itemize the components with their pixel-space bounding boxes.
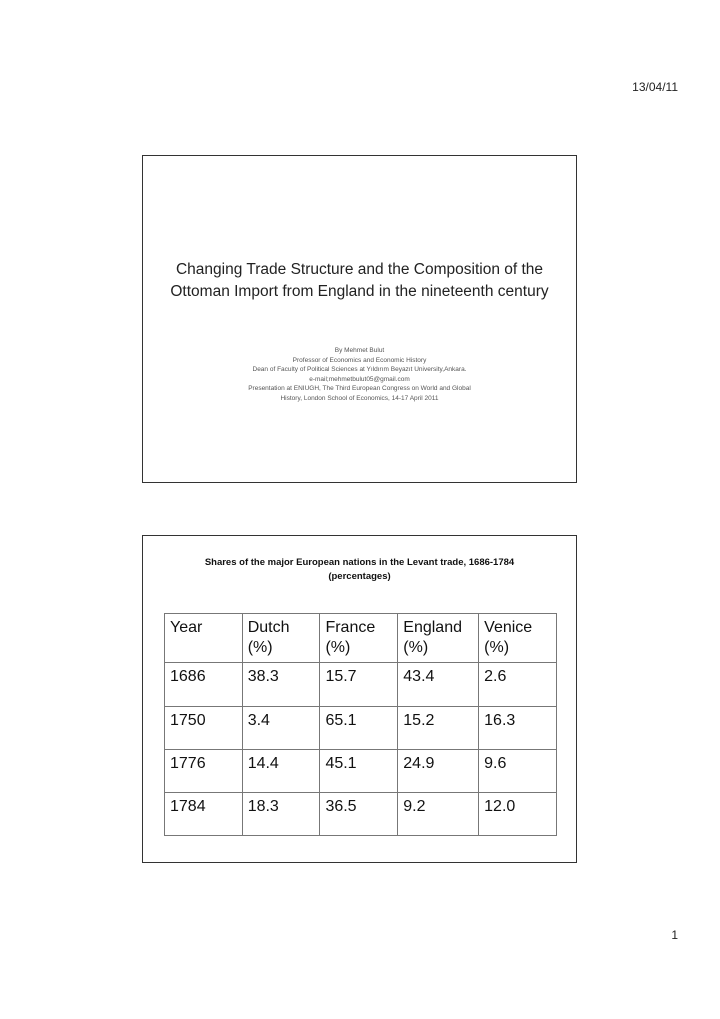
table-title-line: Shares of the major European nations in the Levant trade, 1686-1784 xyxy=(204,557,515,568)
credit-line: Presentation at ENIUGH, The Third European Congress on World and Global xyxy=(248,385,471,392)
table-row xyxy=(165,750,557,793)
credit-line: Professor of Economics and Economic History xyxy=(292,356,427,364)
presentation-title: Changing Trade Structure and the Composition of the Ottoman Import from England in the nineteenth century xyxy=(170,261,549,300)
credit-line: History, London School of Economics, 14-17 April 2011 xyxy=(280,394,439,402)
table-cell: 16.3 xyxy=(479,707,557,750)
table-cell: 18.3 xyxy=(242,793,320,836)
table-cell: 38.3 xyxy=(242,663,320,707)
table-title xyxy=(143,556,576,584)
page-number: 1 xyxy=(671,928,678,942)
header-cell: England (%) xyxy=(398,614,479,663)
table-cell: 24.9 xyxy=(398,750,479,793)
table-cell: 1776 xyxy=(165,750,243,793)
table-slide xyxy=(142,535,577,863)
header-cell: France (%) xyxy=(320,614,398,663)
table-row xyxy=(165,793,557,836)
table-cell: 15.7 xyxy=(320,663,398,707)
author-credits xyxy=(143,346,576,403)
table-cell: 36.5 xyxy=(320,793,398,836)
header-date: 13/04/11 xyxy=(632,80,678,94)
table-cell: 14.4 xyxy=(242,750,320,793)
header-cell: Year xyxy=(165,614,243,663)
table-cell: 1750 xyxy=(165,707,243,750)
table-cell: 3.4 xyxy=(242,707,320,750)
credit-line: By Mehmet Bulut xyxy=(334,347,385,354)
header-cell: Venice (%) xyxy=(479,614,557,663)
table-cell: 1784 xyxy=(165,793,243,836)
table-row xyxy=(165,707,557,750)
table-title-line: (percentages) xyxy=(328,571,391,582)
table-cell: 65.1 xyxy=(320,707,398,750)
table-cell: 15.2 xyxy=(398,707,479,750)
table-cell: 2.6 xyxy=(479,663,557,707)
table-cell: 43.4 xyxy=(398,663,479,707)
levant-trade-table xyxy=(164,613,557,836)
table-cell: 9.2 xyxy=(398,793,479,836)
table-cell: 12.0 xyxy=(479,793,557,836)
table-cell: 1686 xyxy=(165,663,243,707)
title-slide xyxy=(142,155,577,483)
table-cell: 9.6 xyxy=(479,750,557,793)
table-header-row xyxy=(165,614,557,663)
table-row xyxy=(165,663,557,707)
header-cell: Dutch (%) xyxy=(242,614,320,663)
table-cell: 45.1 xyxy=(320,750,398,793)
credit-line: e-mail;mehmetbulut05@gmail.com xyxy=(309,375,410,383)
credit-line: Dean of Faculty of Political Sciences at Yıldırım Beyazıt University,Ankara. xyxy=(252,366,467,373)
